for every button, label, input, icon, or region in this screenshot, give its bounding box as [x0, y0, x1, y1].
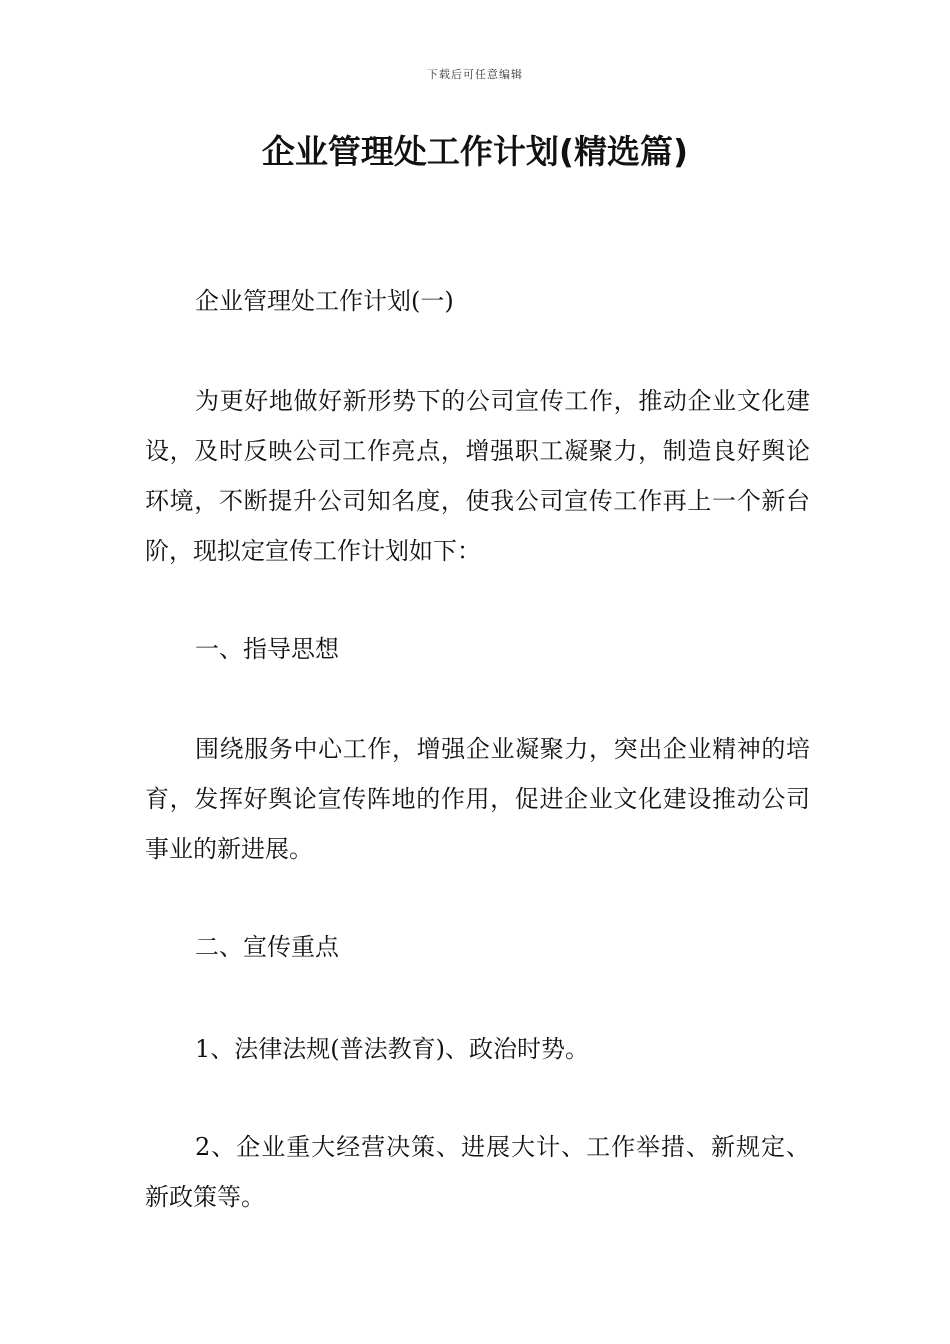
- guiding-ideology-paragraph: 围绕服务中心工作，增强企业凝聚力，突出企业精神的培育，发挥好舆论宣传阵地的作用，促进企业文化建设推动公司事业的新进展。: [145, 735, 810, 863]
- document-title: 企业管理处工作计划(精选篇): [261, 132, 689, 171]
- document-subtitle: 企业管理处工作计划(一): [195, 287, 454, 315]
- header-note: 下载后可任意编辑: [427, 68, 523, 81]
- section-heading-publicity-focus: 二、宣传重点: [195, 933, 339, 961]
- list-item: 2、企业重大经营决策、进展大计、工作举措、新规定、新政策等。: [145, 1133, 810, 1211]
- intro-paragraph: 为更好地做好新形势下的公司宣传工作，推动企业文化建设，及时反映公司工作亮点，增强职工凝聚力，制造良好舆论环境，不断提升公司知名度，使我公司宣传工作再上一个新台阶，现拟定宣传工作计划如下：: [145, 387, 810, 565]
- list-item: 1、法律法规(普法教育)、政治时势。: [195, 1035, 589, 1063]
- section-heading-guiding-ideology: 一、指导思想: [195, 635, 339, 663]
